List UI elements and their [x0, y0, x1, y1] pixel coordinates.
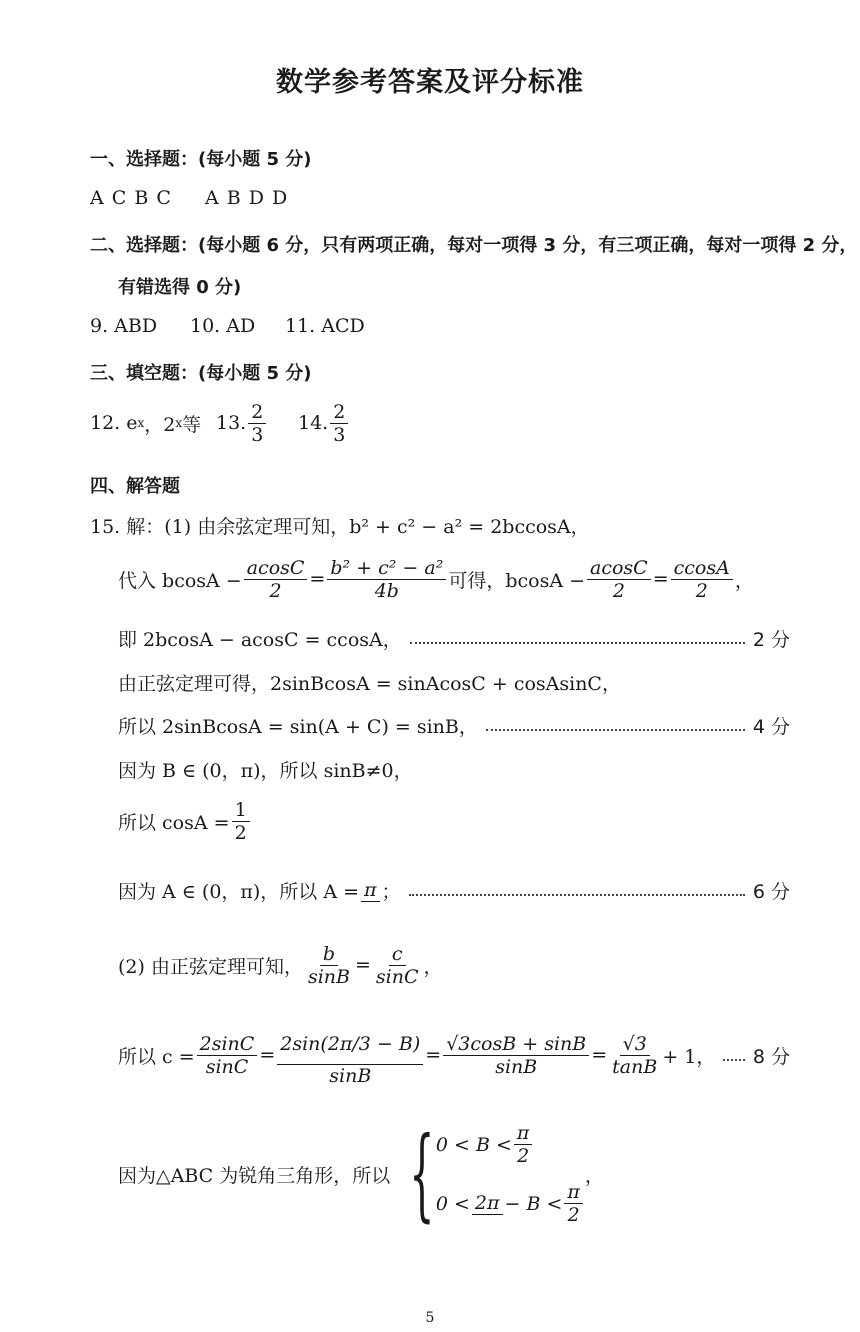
solution-line-3: 即 2bcosA − acosC = ccosA， 2 分: [118, 625, 790, 652]
answer-10: 10. AD: [190, 315, 256, 337]
solution-line-6: 因为 B ∈ (0，π)，所以 sinB≠0，: [118, 760, 413, 782]
answer-9: 9. ABD: [90, 315, 158, 337]
inequality-2: 0 < 2π − B < π 2: [436, 1181, 585, 1226]
solution-line-2: 代入 bcosA − $\frac{acosC}{2}$ = $\frac{\text{b² + c² − a²}}{4b}$ 可得，bcosA − $\frac{acosC}{2}$ = $\frac{ccosA}{2}$ ，: [118, 556, 754, 602]
solution-line-8: 因为 A ∈ (0，π)，所以 A = π ； 6 分: [118, 878, 790, 903]
score-6: 6 分: [752, 880, 790, 903]
section3-heading: 三、填空题：(每小题 5 分): [90, 363, 312, 384]
section1-answers-b: A B D D: [205, 187, 289, 209]
section1-heading: 一、选择题：(每小题 5 分): [90, 149, 312, 170]
solution-line-1: 15. 解：(1) 由余弦定理可知，b² + c² − a² = 2bccosA，: [90, 516, 590, 538]
inequality-system: [436, 1122, 585, 1226]
section4-heading: 四、解答题: [90, 476, 180, 497]
section1-answers-a: A C B C: [90, 187, 172, 209]
answer-13: 13. 2 3: [216, 398, 268, 448]
solution-line-7: 所以 cosA = $\frac{1}{2}$: [118, 795, 252, 847]
inequality-1: 0 < B < π 2: [436, 1122, 585, 1167]
answer-12: 12. e x ，2 x 等: [90, 412, 202, 436]
page-title: 数学参考答案及评分标准: [276, 67, 584, 98]
solution-line-9: (2) 由正弦定理可知， $\frac{b}{\sin B}$ = $\frac{c}{\sin C}$ ，: [118, 942, 443, 988]
solution-line-4: 由正弦定理可得，2sinBcosA = sinAcosC + cosAsinC，: [118, 673, 621, 695]
score-8: 8 分: [752, 1045, 790, 1068]
page-number: 5: [425, 1310, 435, 1326]
solution-line-10: 所以 c = $\frac{2\sin C}{\sin C}$ = $\frac{2\sin(2\pi/3 - B)}{\sin B}$ = $\frac{√3\cos B + \sin B}{\sin B}$ = $\frac{√3}{\tan B}$ + 1， 8 分: [118, 1020, 790, 1090]
score-2: 2 分: [752, 629, 790, 651]
answer-11: 11. ACD: [285, 315, 365, 337]
score-4: 4 分: [752, 716, 790, 738]
section2-heading: 二、选择题：(每小题 6 分，只有两项正确，每对一项得 3 分，有三项正确，每对一项得 2 分，: [90, 235, 858, 256]
section2-heading-cont: 有错选得 0 分): [118, 277, 242, 298]
answer-14: 14. 2 3: [298, 398, 350, 448]
solution-line-5: 所以 2sinBcosA = sin(A + C) = sinB， 4 分: [118, 712, 790, 739]
brace-icon: {: [409, 1115, 435, 1232]
solution-line-11: 因为△ABC 为锐角三角形，所以 { 0 < B < π 2 0 < 2π − B < π 2 ，: [118, 1115, 604, 1232]
